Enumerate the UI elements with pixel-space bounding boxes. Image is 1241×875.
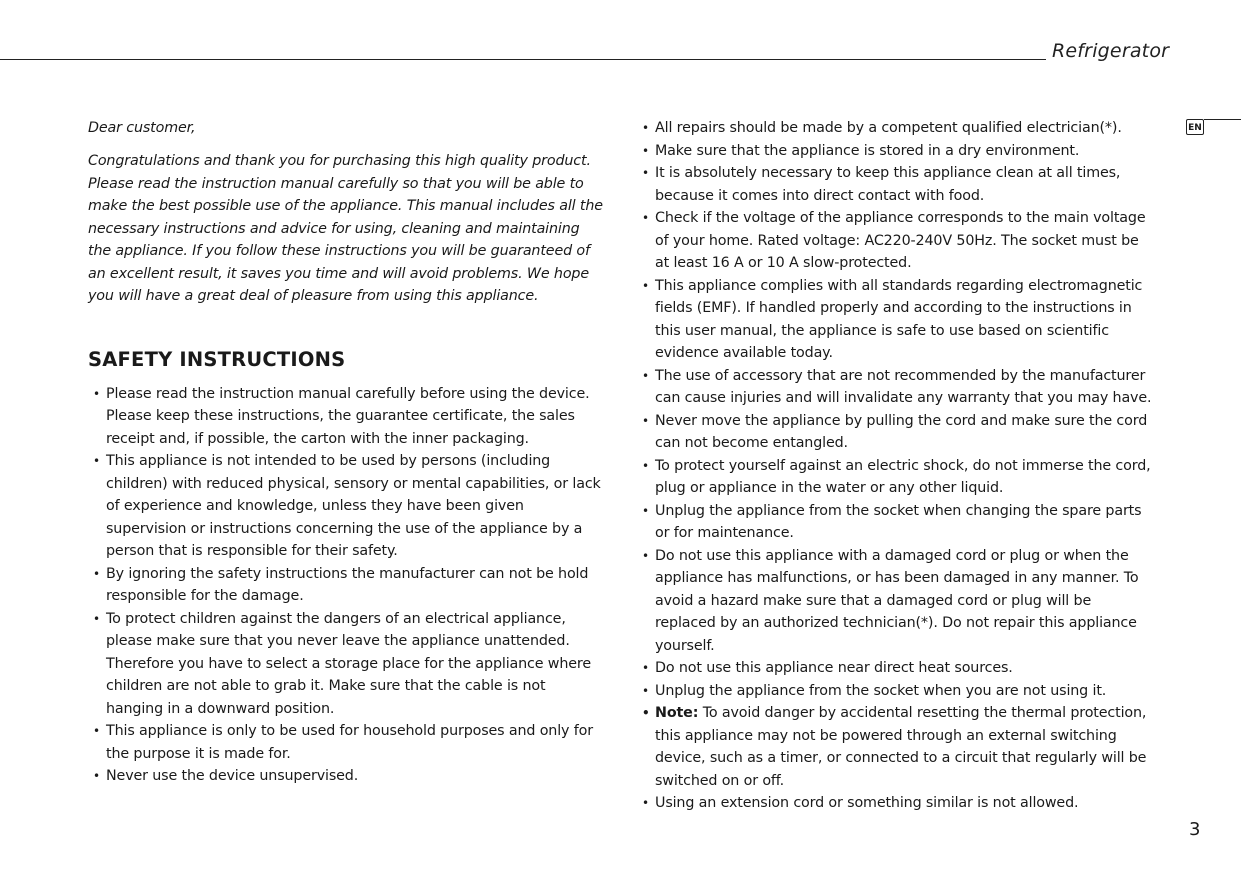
note-text: To avoid danger by accidental resetting the thermal protection, this appliance may not be powered through an external switching device, such as a timer, or connected to a circuit that regularly will be switched on or off. (655, 705, 1147, 789)
list-item: • Unplug the appliance from the socket when changing the spare parts or for maintenance. (637, 500, 1155, 545)
bullet-icon: • (642, 706, 650, 720)
greeting: Dear customer, (88, 120, 196, 136)
list-item: • Using an extension cord or something similar is not allowed. (637, 792, 1155, 815)
section-heading: SAFETY INSTRUCTIONS (88, 347, 346, 371)
list-item: • Make sure that the appliance is stored in a dry environment. (637, 140, 1155, 163)
left-column (88, 117, 606, 788)
page-number: 3 (1189, 819, 1201, 840)
bullet-icon: • (642, 143, 649, 158)
bullet-icon: • (642, 413, 649, 428)
list-item: • To protect children against the dangers of an electrical appliance, please make sure that you never leave the appliance unattended. Therefore you have to select a storage place for the appliance where children are not able to grab it. Make sure that the cable is not hanging in a downward position. (88, 608, 606, 721)
list-item: • Please read the instruction manual carefully before using the device. Please keep these instructions, the guarantee certificate, the sales receipt and, if possible, the carton with the inner packaging. (88, 383, 606, 451)
list-item: • Never move the appliance by pulling the cord and make sure the cord can not become entangled. (637, 410, 1155, 455)
bullet-icon: • (642, 166, 649, 180)
list-item: • The use of accessory that are not recommended by the manufacturer can cause injuries and will invalidate any warranty that you may have. (637, 365, 1155, 410)
bullet-icon: • (642, 796, 649, 810)
bullet-icon: • (642, 368, 649, 383)
intro-paragraph: Congratulations and thank you for purchasing this high quality product. Please read the instruction manual carefully so that you will be able to make the best possible use of the appliance. This manual includes all the necessary instructions and advice for using, cleaning and maintaining the appliance. If you follow these instructions you will be guaranteed of an excellent result, it saves you time and will avoid problems. We hope you will have a great deal of pleasure from using this appliance. (88, 153, 603, 304)
bullet-icon: • (642, 661, 649, 675)
bullet-icon: • (642, 683, 649, 698)
bullet-icon: • (642, 458, 649, 473)
list-item: • This appliance is not intended to be used by persons (including children) with reduced physical, sensory or mental capabilities, or lack of experience and knowledge, unless they have been given supervision or instructions concerning the use of the appliance by a person that is responsible for their safety. (88, 450, 606, 563)
list-item: • All repairs should be made by a competent qualified electrician(*). (637, 117, 1155, 140)
list-item: • By ignoring the safety instructions the manufacturer can not be hold responsible for the damage. (88, 563, 606, 608)
bullet-icon: • (93, 611, 100, 626)
language-badge: EN (1186, 119, 1204, 135)
bullet-icon: • (642, 503, 649, 518)
bullet-icon: • (642, 548, 649, 563)
bullet-icon: • (642, 278, 649, 293)
list-item: • Check if the voltage of the appliance corresponds to the main voltage of your home. Rated voltage: AC220-240V 50Hz. The socket must be at least 16 A or 10 A slow-protected. (637, 207, 1155, 275)
bullet-icon: • (93, 769, 100, 783)
bullet-icon: • (642, 211, 649, 225)
list-item: • This appliance complies with all standards regarding electromagnetic fields (EMF). If handled properly and according to the instructions in this user manual, the appliance is safe to use based on scientific evidence available today. (637, 275, 1155, 365)
note-label: Note: (655, 705, 699, 721)
bullet-icon: • (93, 566, 100, 581)
safety-list-right (637, 117, 1155, 815)
list-item: • To protect yourself against an electric shock, do not immerse the cord, plug or appliance in the water or any other liquid. (637, 455, 1155, 500)
list-item: • Unplug the appliance from the socket when you are not using it. (637, 680, 1155, 703)
bullet-icon: • (93, 386, 100, 401)
header-rule (0, 59, 1046, 60)
header-title: Refrigerator (1052, 40, 1170, 62)
bullet-icon: • (93, 724, 100, 738)
bullet-icon: • (93, 454, 100, 468)
right-column (637, 117, 1155, 815)
note-item (637, 702, 1155, 792)
bullet-icon: • (642, 121, 649, 135)
list-item: • Do not use this appliance with a damaged cord or plug or when the appliance has malfunctions, or has been damaged in any manner. To avoid a hazard make sure that a damaged cord or plug will be replaced by an authorized technician(*). Do not repair this appliance yourself. (637, 545, 1155, 658)
list-item: • It is absolutely necessary to keep this appliance clean at all times, because it comes into direct contact with food. (637, 162, 1155, 207)
safety-list-left (88, 383, 606, 788)
language-rule (1204, 119, 1241, 120)
list-item: • This appliance is only to be used for household purposes and only for the purpose it is made for. (88, 720, 606, 765)
list-item: • Do not use this appliance near direct heat sources. (637, 657, 1155, 680)
list-item: • Never use the device unsupervised. (88, 765, 606, 788)
